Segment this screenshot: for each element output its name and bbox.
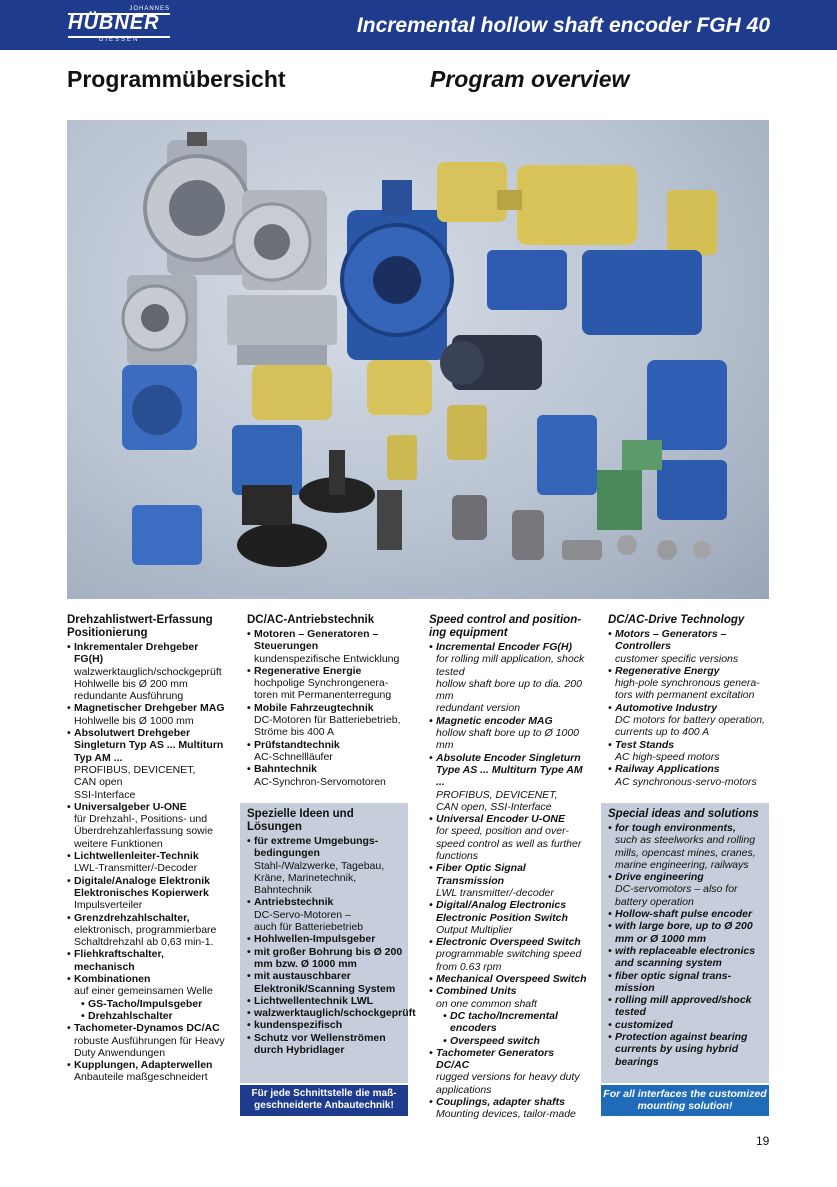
list-item [608, 665, 770, 702]
list-item [608, 871, 766, 908]
list-item-heading: • Absolutwert Drehgeber Singleturn Typ AS ... Multiturn Typ AM ... [74, 727, 224, 764]
list-item-detail: AC synchronous-servo-motors [615, 775, 757, 788]
list-item-detail: DC-servomotors – also for battery operation [615, 883, 738, 908]
list-item [429, 715, 589, 752]
list-item [247, 1007, 416, 1020]
box-title-line: Special ideas and solutions [608, 808, 759, 820]
list-item-detail: DC-Servo-Motoren – [254, 908, 351, 921]
list-item-heading: • for tough environments, [615, 822, 736, 834]
page-header-title: Incremental hollow shaft encoder FGH 40 [356, 14, 770, 37]
list-item [429, 813, 589, 862]
section-title-line: Drehzahlistwert-Erfassung [67, 614, 213, 626]
section-title [608, 614, 770, 627]
list-item-heading: • Test Stands [615, 738, 675, 751]
special-ideas-box-german [240, 803, 416, 1083]
page-number: 19 [756, 1134, 770, 1148]
bullet-list [247, 835, 416, 1057]
list-item [429, 985, 589, 1046]
section-title [429, 614, 589, 640]
list-item-detail: PROFIBUS, DEVICENET, [436, 788, 558, 801]
list-item-heading: • Tachometer-Dynamos DC/AC [74, 1022, 220, 1035]
list-item-detail: auf einer gemeinsamen Welle [74, 985, 213, 998]
list-item-heading: • für extreme Umgebungs-bedingungen [254, 835, 379, 860]
list-item-heading: • Motors – Generators – Controllers [615, 628, 727, 653]
list-item-heading: • Fiber Optic Signal Transmission [436, 862, 526, 887]
list-item-heading: • Grenzdrehzahlschalter, [74, 911, 190, 924]
list-item-heading: • Prüfstandtechnik [254, 738, 340, 751]
list-item [247, 946, 405, 971]
list-item [67, 973, 227, 1022]
list-item-detail: tors with permanent excitation [615, 689, 755, 702]
heading-english: Program overview [430, 66, 630, 92]
list-item [247, 933, 405, 945]
list-item-detail: currents up to 400 A [615, 726, 710, 739]
list-item-detail: toren mit Permanenterregung [254, 689, 392, 702]
list-item [247, 628, 409, 665]
list-item-detail: DC motors for battery operation, [615, 714, 765, 727]
section-title [67, 614, 227, 640]
section-title-line: DC/AC-Antriebstechnik [247, 614, 375, 626]
list-item-detail: für Drehzahl-, Positions- und Überdrehzahlerfassung sowie weitere Funktionen [74, 813, 213, 850]
list-item [247, 763, 409, 788]
huebner-logo [68, 6, 170, 42]
list-item-heading: • walzwerktauglich/schockgeprüft [254, 1007, 416, 1020]
list-item-heading: • fiber optic signal trans-mission [615, 969, 732, 994]
bullet-list [67, 641, 227, 1084]
list-item [67, 1059, 227, 1084]
list-item-detail: PROFIBUS, DEVICENET, [74, 763, 196, 776]
list-item-heading: • with replaceable electronics and scanning system [615, 944, 756, 970]
list-item-heading: • Schutz vor Wellenströmen durch Hybridlager [254, 1031, 386, 1057]
list-item-heading: • Mobile Fahrzeugtechnik [254, 701, 374, 714]
list-item-heading: • Railway Applications [615, 763, 720, 776]
bullet-list [429, 641, 589, 1121]
electronic-modules [597, 440, 662, 530]
list-item-heading: • Absolute Encoder Singleturn Type AS ... Multiturn Type AM ... [436, 751, 583, 789]
list-item-heading: • Digital/Analog Electronics Electronic Position Switch [436, 899, 568, 924]
list-item-detail: LWL transmitter/-decoder [436, 886, 554, 899]
list-item-heading: • Kombinationen [74, 973, 151, 986]
header-bar [0, 0, 837, 50]
list-item-detail: for speed, position and over-speed control as well as further functions [436, 825, 582, 863]
list-item-heading: • Hohlwellen-Impulsgeber [254, 933, 376, 946]
interface-slogan-english: For all interfaces the customized mounting solution! [601, 1085, 769, 1116]
list-item-detail: high-pole synchronous genera- [615, 677, 760, 690]
grey-block-device [227, 295, 337, 365]
interface-slogan-german: Für jede Schnittstelle die maß-geschneiderte Anbautechnik! [240, 1085, 408, 1116]
list-item-heading: • Drive engineering [615, 871, 704, 884]
list-item-detail: SSI-Interface [74, 788, 136, 801]
blue-motor-large [342, 180, 452, 360]
list-item [608, 945, 766, 970]
bullet-list [608, 822, 766, 1068]
list-item-heading: • kundenspezifisch [254, 1019, 343, 1032]
product-collage-photo [67, 120, 769, 599]
list-item-detail: CAN open [74, 776, 123, 789]
list-item-detail: CAN open, SSI-Interface [436, 800, 552, 813]
list-item-heading: • Regenerative Energy [615, 664, 720, 677]
list-item [608, 628, 770, 665]
logo-top-text: JOHANNES [129, 6, 170, 12]
list-item-detail: rugged versions for heavy duty applications [436, 1071, 580, 1096]
list-item-detail: Output Multiplier [436, 923, 513, 936]
box-title-line: Lösungen [247, 821, 302, 833]
list-item-heading: • Magnetic encoder MAG [436, 714, 553, 727]
list-item-heading: • Automotive Industry [615, 701, 718, 714]
list-item-detail: Mounting devices, tailor-made [436, 1108, 576, 1121]
list-item-heading: • Antriebstechnik [254, 896, 334, 909]
list-item-detail: LWL-Transmitter/-Decoder [74, 862, 198, 875]
list-item-detail: robuste Ausführungen für Heavy Duty Anwendungen [74, 1034, 225, 1059]
grey-encoder-large [145, 132, 249, 275]
list-item-detail: Hohlwelle bis Ø 1000 mm [74, 714, 194, 727]
list-item-heading: • Inkrementaler Drehgeber FG(H) [74, 641, 199, 666]
list-item-heading: • with large bore, up to Ø 200 mm or Ø 1000 mm [615, 920, 753, 945]
logo-main-text: HÜBNER [68, 12, 160, 34]
section-title-line: ing equipment [429, 627, 508, 639]
list-item [247, 835, 405, 896]
column-german-sensors [67, 614, 227, 1084]
list-item-detail: Stahl-/Walzwerke, Tagebau, Kräne, Marinetechnik, Bahntechnik [254, 859, 385, 897]
list-item-heading: • Combined Units [436, 985, 517, 998]
list-item [247, 739, 409, 764]
list-item [247, 1019, 405, 1031]
list-item [608, 908, 766, 920]
list-item-heading: • Lichtwellentechnik LWL [254, 994, 374, 1007]
list-item [608, 763, 770, 788]
list-item [247, 702, 409, 739]
list-item-detail: DC-Motoren für Batteriebetrieb, [254, 714, 401, 727]
list-item-heading: • Universalgeber U-ONE [74, 800, 187, 813]
list-item-heading: • Hollow-shaft pulse encoder [615, 908, 753, 921]
list-item [608, 822, 766, 871]
list-subitem: • Overspeed switch [436, 1035, 589, 1047]
list-item-detail: redundant version [436, 702, 521, 715]
list-item [67, 850, 227, 875]
logo-bottom-text: GIESSEN [98, 37, 140, 43]
list-item-heading: • Digitale/Analoge Elektronik Elektronisches Kopierwerk [74, 874, 210, 899]
list-item-heading: • Magnetischer Drehgeber MAG [74, 702, 225, 715]
list-item [247, 970, 405, 995]
list-item [247, 665, 409, 702]
list-item [429, 899, 589, 936]
list-item [429, 936, 589, 973]
list-item-detail: elektronisch, programmierbare Schaltdrehzahl ab 0,63 min-1. [74, 923, 217, 949]
list-subitem: • Drehzahlschalter [74, 1010, 227, 1022]
list-item-heading: • Protection against bearing currents by using hybrid bearings [615, 1031, 748, 1068]
list-item [429, 1096, 589, 1121]
list-item-heading: • rolling mill approved/shock tested [615, 994, 752, 1019]
list-item [67, 727, 227, 801]
list-item [608, 1031, 766, 1068]
list-item-detail: redundante Ausführung [74, 690, 184, 703]
list-item-heading: • Mechanical Overspeed Switch [436, 973, 587, 986]
list-item [608, 702, 770, 739]
box-title [608, 808, 766, 821]
list-item-detail: Anbauteile maßgeschneidert [74, 1071, 208, 1084]
list-item [67, 702, 227, 727]
column-english-sensors [429, 614, 589, 1121]
list-item [247, 995, 405, 1007]
list-item-detail: Impulsverteiler [74, 899, 143, 912]
list-item [429, 862, 589, 899]
column-english-drives [608, 614, 770, 788]
list-item [608, 970, 766, 995]
list-item [67, 801, 227, 850]
box-title [247, 808, 405, 834]
list-item-heading: • Universal Encoder U-ONE [436, 813, 565, 826]
list-item-heading: • customized [615, 1018, 673, 1031]
list-item-heading: • Motoren – Generatoren – Steuerungen [254, 628, 379, 653]
list-item [67, 875, 227, 912]
list-item-heading: • mit austauschbarer Elektronik/Scanning System [254, 970, 396, 995]
list-item-detail: customer specific versions [615, 652, 739, 665]
bullet-list [247, 628, 409, 788]
list-subitem: • GS-Tacho/Impulsgeber [74, 998, 227, 1010]
list-item [67, 641, 227, 702]
list-item-detail: AC-Schnellläufer [254, 750, 333, 763]
list-item [608, 920, 766, 945]
list-item-detail: such as steelworks and rolling mills, opencast mines, cranes, marine engineering, railways [615, 834, 756, 871]
list-item-detail: auch für Batteriebetrieb [254, 921, 364, 934]
list-item [429, 1047, 589, 1096]
list-item-heading: • Tachometer Generators DC/AC [436, 1046, 555, 1072]
list-item-heading: • mit großer Bohrung bis Ø 200 mm bzw. Ø 1000 mm [254, 945, 403, 970]
list-item-heading: • Incremental Encoder FG(H) [436, 641, 572, 653]
list-item-detail: walzwerktauglich/schockgeprüft [74, 665, 222, 678]
list-item-detail: for rolling mill application, shock tested [436, 653, 585, 678]
section-title-line: Positionierung [67, 627, 148, 639]
box-title-line: Spezielle Ideen und [247, 808, 354, 820]
list-subitem: • DC tacho/Incremental encoders [436, 1010, 589, 1035]
list-item-heading: • Bahntechnik [254, 763, 318, 776]
yellow-motor-top [437, 162, 717, 255]
list-item-heading: • Lichtwellenleiter-Technik [74, 850, 199, 863]
list-item-detail: hollow shaft bore up to dia. 200 mm [436, 677, 582, 703]
special-ideas-box-english [601, 803, 769, 1083]
list-item-heading: • Couplings, adapter shafts [436, 1095, 565, 1108]
list-item-detail: AC-Synchron-Servomotoren [254, 775, 386, 788]
list-item-heading: • Electronic Overspeed Switch [436, 936, 581, 949]
section-title-line: DC/AC-Drive Technology [608, 614, 745, 626]
column-german-drives [247, 614, 409, 788]
list-item-detail: Ströme bis 400 A [254, 726, 334, 739]
list-item-detail: programmable switching speed from 0.63 rpm [436, 948, 582, 973]
dark-gear-motor [440, 335, 542, 390]
list-item-detail: on one common shaft [436, 997, 537, 1010]
list-item [67, 948, 227, 973]
list-item-detail: AC high-speed motors [615, 750, 720, 763]
list-item-heading: • Kupplungen, Adapterwellen [74, 1059, 213, 1072]
section-title-line: Speed control and position- [429, 614, 582, 626]
section-title [247, 614, 409, 627]
list-item-detail: Hohlwelle bis Ø 200 mm [74, 677, 188, 690]
product-collage-illustration [67, 120, 769, 599]
list-item-detail: hollow shaft bore up to Ø 1000 mm [436, 727, 580, 752]
list-item-heading: • Regenerative Energie [254, 664, 362, 677]
list-item [247, 896, 405, 933]
list-item [608, 994, 766, 1019]
list-item [247, 1032, 405, 1057]
grey-encoder-small [123, 275, 197, 365]
list-item [67, 1022, 227, 1059]
bullet-list [608, 628, 770, 788]
list-item [67, 912, 227, 949]
list-item-detail: kundenspezifische Entwicklung [254, 652, 400, 665]
list-item [429, 641, 589, 715]
list-item [429, 752, 589, 813]
list-item [429, 973, 589, 985]
list-item-detail: hochpolige Synchrongenera- [254, 677, 389, 690]
list-item-heading: • Fliehkraftschalter, mechanisch [74, 948, 164, 973]
grey-encoder-medium [234, 190, 327, 290]
list-item [608, 739, 770, 764]
list-item [608, 1019, 766, 1031]
heading-german: Programmübersicht [67, 66, 286, 92]
